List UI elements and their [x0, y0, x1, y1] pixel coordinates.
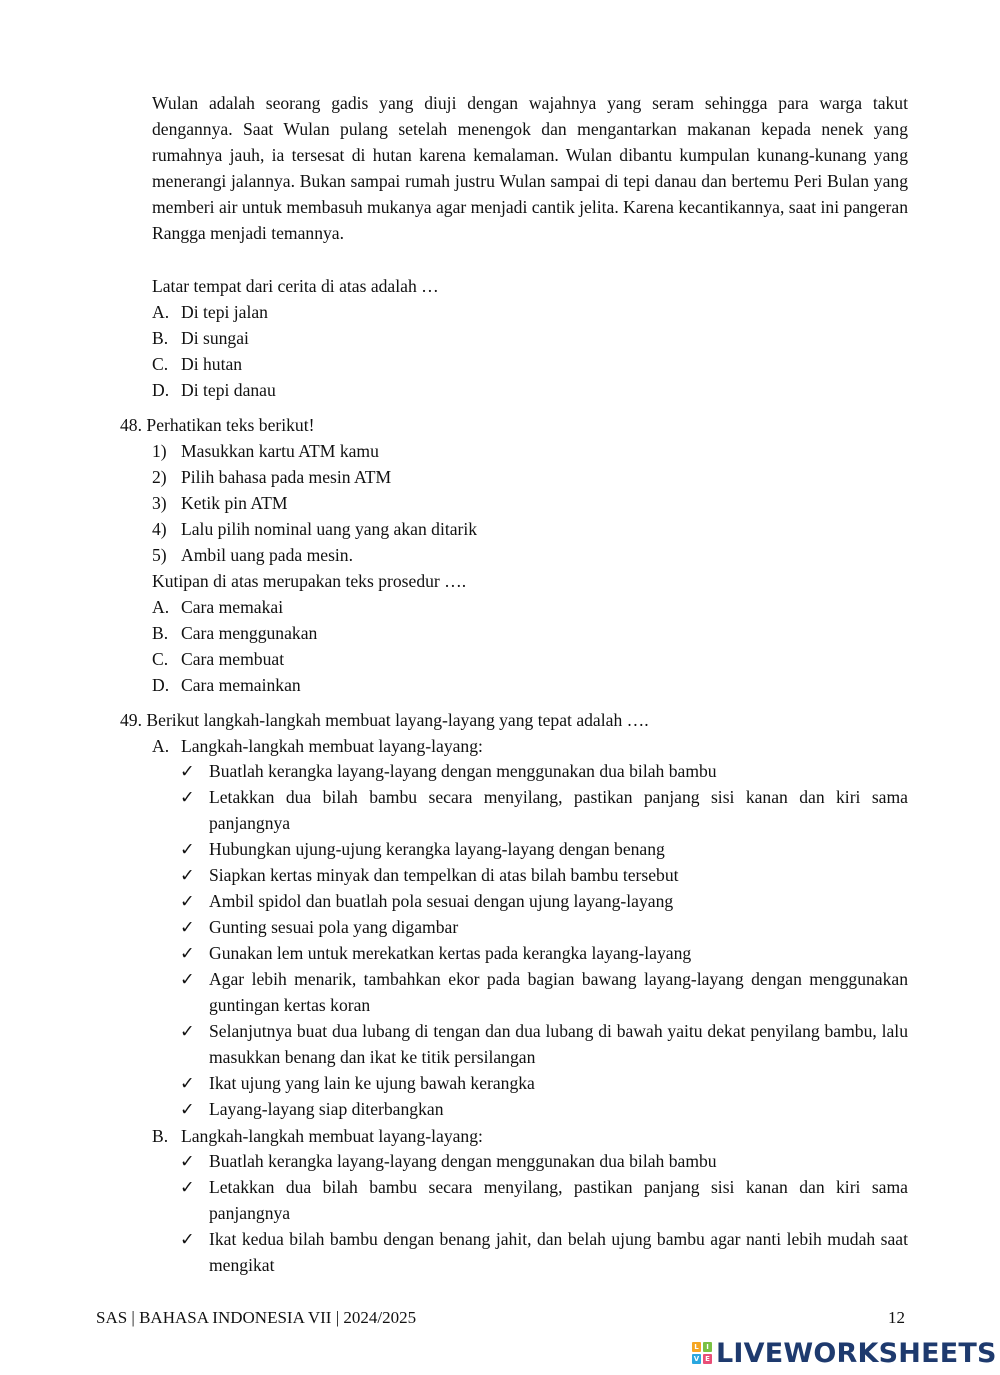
option-label: D. [152, 380, 170, 400]
option-text: Di sungai [181, 328, 249, 348]
check-icon: ✓ [180, 839, 195, 859]
option-b[interactable] [152, 327, 249, 349]
check-item-text: Buatlah kerangka layang-layang dengan menggunakan dua bilah bambu [209, 1151, 717, 1171]
option-label: A. [152, 597, 170, 617]
check-icon: ✓ [180, 1151, 195, 1171]
step-item [152, 466, 391, 488]
logo-tile: E [703, 1354, 712, 1364]
logo-grid-icon [692, 1342, 712, 1364]
option-text: Di tepi danau [181, 380, 276, 400]
check-icon: ✓ [180, 787, 195, 807]
option-a[interactable] [152, 735, 483, 757]
logo-tile: L [692, 1342, 701, 1352]
option-text: Di hutan [181, 354, 243, 374]
check-item [180, 1070, 908, 1096]
option-label: C. [152, 649, 169, 669]
check-item-text: Gunakan lem untuk merekatkan kertas pada kerangka layang-layang [209, 943, 692, 963]
question-47-prompt: Latar tempat dari cerita di atas adalah … [152, 276, 439, 296]
option-label: B. [152, 1126, 169, 1146]
check-item [180, 784, 908, 836]
check-item-text: Hubungkan ujung-ujung kerangka layang-layang dengan benang [209, 839, 665, 859]
option-text: Cara memainkan [181, 675, 301, 695]
check-item-text: Ambil spidol dan buatlah pola sesuai dengan ujung layang-layang [209, 891, 674, 911]
check-icon: ✓ [180, 865, 195, 885]
check-icon: ✓ [180, 1073, 195, 1093]
option-b[interactable] [152, 622, 317, 644]
check-icon: ✓ [180, 891, 195, 911]
option-a[interactable] [152, 596, 283, 618]
logo-tile: V [693, 1355, 700, 1363]
check-item [180, 1096, 908, 1122]
logo-tile: I [703, 1342, 712, 1352]
brand-name: LIVEWORKSHEETS [716, 1337, 997, 1369]
option-title: Langkah-langkah membuat layang-layang: [181, 1126, 483, 1146]
question-prompt: Berikut langkah-langkah membuat layang-layang yang tepat adalah …. [146, 710, 649, 730]
check-item-text: Ikat ujung yang lain ke ujung bawah kerangka [209, 1073, 535, 1093]
check-icon: ✓ [180, 1099, 195, 1119]
option-title: Langkah-langkah membuat layang-layang: [181, 736, 483, 756]
option-b[interactable] [152, 1125, 483, 1147]
check-icon: ✓ [180, 943, 195, 963]
check-item-text: Ikat kedua bilah bambu dengan benang jahit, dan belah ujung bambu agar nanti lebih mudah saat mengikat [209, 1229, 908, 1275]
check-item-text: Selanjutnya buat dua lubang di tengan dan dua lubang di bawah yaitu dekat penyilang bambu, lalu masukkan benang dan ikat ke titik persilangan [209, 1021, 908, 1067]
question-48 [120, 414, 314, 436]
step-label: 2) [152, 467, 167, 487]
option-label: D. [152, 675, 170, 695]
step-label: 5) [152, 545, 167, 565]
check-item-text: Letakkan dua bilah bambu secara menyilang, pastikan panjang sisi kanan dan kiri sama panjangnya [209, 787, 908, 833]
step-item [152, 544, 353, 566]
check-item [180, 1226, 908, 1278]
step-item [152, 492, 288, 514]
question-49 [120, 709, 649, 731]
question-number: 48. [120, 415, 142, 435]
step-item [152, 440, 379, 462]
check-item-text: Siapkan kertas minyak dan tempelkan di atas bilah bambu tersebut [209, 865, 679, 885]
check-item [180, 1018, 908, 1070]
page-number: 12 [888, 1308, 905, 1327]
option-label: B. [152, 623, 169, 643]
question-prompt: Perhatikan teks berikut! [146, 415, 315, 435]
step-text: Ambil uang pada mesin. [181, 545, 353, 565]
option-d[interactable] [152, 674, 301, 696]
step-text: Ketik pin ATM [181, 493, 288, 513]
option-a[interactable] [152, 301, 268, 323]
check-item [180, 888, 908, 914]
step-label: 1) [152, 441, 167, 461]
check-item [180, 940, 908, 966]
step-label: 3) [152, 493, 167, 513]
step-text: Pilih bahasa pada mesin ATM [181, 467, 392, 487]
check-item [180, 1148, 908, 1174]
check-item [180, 966, 908, 1018]
check-item [180, 862, 908, 888]
step-text: Lalu pilih nominal uang yang akan ditarik [181, 519, 478, 539]
check-icon: ✓ [180, 1177, 195, 1197]
footer-label: SAS | BAHASA INDONESIA VII | 2024/2025 [96, 1308, 417, 1327]
step-item [152, 518, 477, 540]
option-text: Cara membuat [181, 649, 285, 669]
option-text: Cara memakai [181, 597, 284, 617]
story-paragraph: Wulan adalah seorang gadis yang diuji dengan wajahnya yang seram sehingga para warga takut dengannya. Saat Wulan pulang setelah menengok dan mengantarkan makanan kepada nenek yang rumahnya jauh, ia tersesat di hutan karena kemalaman. Wulan dibantu kumpulan kunang-kunang yang menerangi jalannya. Bukan sampai rumah justru Wulan sampai di tepi danau dan bertemu Peri Bulan yang memberi air untuk membasuh mukanya agar menjadi cantik jelita. Karena kecantikannya, saat ini pangeran Rangga menjadi temannya. [152, 93, 908, 243]
check-item [180, 914, 908, 940]
liveworksheets-logo [692, 1336, 997, 1370]
option-label: B. [152, 328, 169, 348]
check-item [180, 836, 908, 862]
check-icon: ✓ [180, 969, 195, 989]
question-number: 49. [120, 710, 142, 730]
step-label: 4) [152, 519, 167, 539]
check-icon: ✓ [180, 1021, 195, 1041]
option-text: Cara menggunakan [181, 623, 318, 643]
option-d[interactable] [152, 379, 276, 401]
check-item-text: Letakkan dua bilah bambu secara menyilang, pastikan panjang sisi kanan dan kiri sama panjangnya [209, 1177, 908, 1223]
check-item-text: Gunting sesuai pola yang digambar [209, 917, 459, 937]
step-text: Masukkan kartu ATM kamu [181, 441, 379, 461]
option-c[interactable] [152, 353, 242, 375]
check-item-text: Layang-layang siap diterbangkan [209, 1099, 444, 1119]
check-item-text: Agar lebih menarik, tambahkan ekor pada bagian bawang layang-layang dengan menggunakan guntingan kertas koran [209, 969, 908, 1015]
check-item [180, 758, 908, 784]
question-48-prompt: Kutipan di atas merupakan teks prosedur …. [152, 571, 467, 591]
option-label: A. [152, 736, 170, 756]
check-icon: ✓ [180, 917, 195, 937]
check-item [180, 1174, 908, 1226]
option-label: A. [152, 302, 170, 322]
check-item-text: Buatlah kerangka layang-layang dengan menggunakan dua bilah bambu [209, 761, 717, 781]
check-icon: ✓ [180, 1229, 195, 1249]
option-label: C. [152, 354, 169, 374]
check-icon: ✓ [180, 761, 195, 781]
option-c[interactable] [152, 648, 284, 670]
option-text: Di tepi jalan [181, 302, 268, 322]
